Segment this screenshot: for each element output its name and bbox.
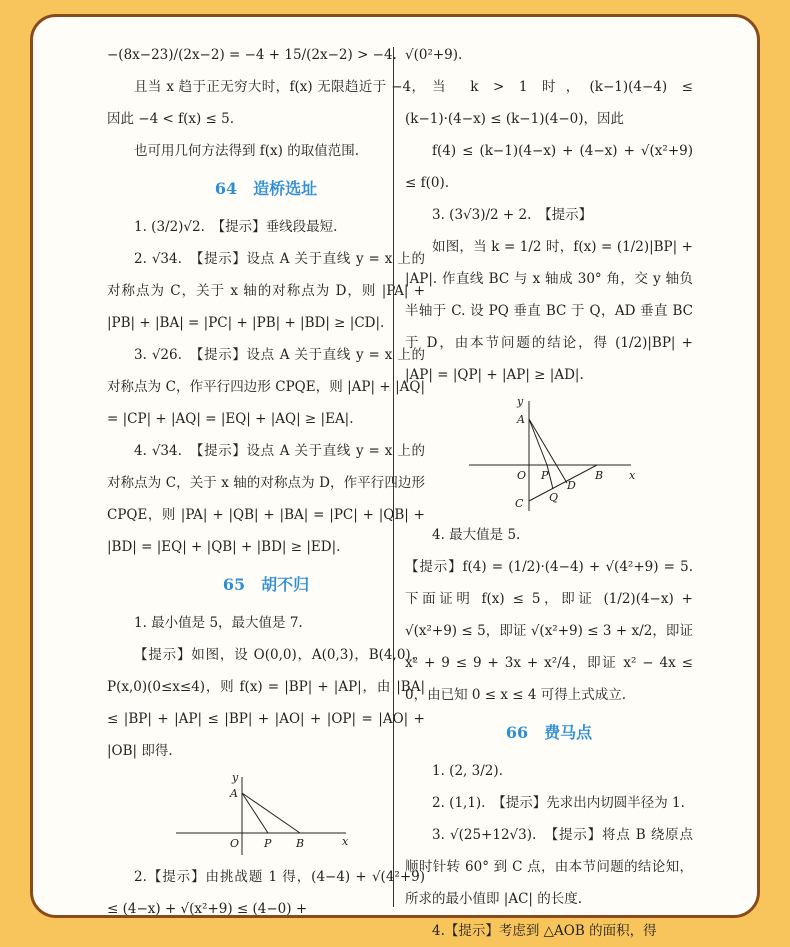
- figure-65: [166, 771, 366, 857]
- label-a: A: [230, 787, 238, 800]
- label-o: O: [230, 837, 240, 850]
- segment-ap: [529, 419, 547, 465]
- label-b: B: [296, 837, 305, 850]
- page-card: [30, 14, 760, 939]
- label-x: x: [629, 469, 636, 482]
- top-para-1: 且当 x 趋于正无穷大时，f(x) 无限趋近于 −4，因此 −4 < f(x) ≤ 5.: [107, 79, 425, 127]
- figure-item-3: [449, 395, 649, 515]
- top-para-2: 也可用几何方法得到 f(x) 的取值范围.: [134, 143, 360, 159]
- s64-item-1: 1. (3/2)√2. 【提示】垂线段最短.: [134, 219, 338, 235]
- label-q: Q: [549, 491, 559, 504]
- s65-item-1: 1. 最小值是 5，最大值是 7.: [134, 615, 303, 631]
- label-d: D: [567, 479, 576, 492]
- label-y: y: [232, 771, 239, 784]
- cont-3: f(4) ≤ (k−1)(4−x) + (4−x) + √(x²+9) ≤ f(0).: [405, 143, 693, 191]
- section-65-title: 65 胡不归: [222, 575, 310, 594]
- s65-item-2: 2.【提示】由挑战题 1 得，(4−4) + √(4²+9) ≤ (4−x) + √(x²+9) ≤ (4−0) +: [107, 869, 425, 917]
- s64-item-3: 3. √26. 【提示】设点 A 关于直线 y = x 上的对称点为 C，作平行四边形 CPQE，则 |AP| + |AQ| = |CP| + |AQ| = |EQ| + |AQ| ≥ |EA|.: [107, 347, 425, 427]
- item-3-text: 如图，当 k = 1/2 时，f(x) = (1/2)|BP| + |AP|. 作直线 BC 与 x 轴成 30° 角，交 y 轴负半轴于 C. 设 PQ 垂直 BC 于 Q，AD 垂直 BC 于 D，由本节问题的结论，得 (1/2)|BP| + |AP| = |QP| + |AP| ≥ |AD|.: [405, 239, 693, 383]
- line-bc: [529, 465, 597, 501]
- label-b: B: [595, 469, 604, 482]
- s66-item-3: 3. √(25+12√3). 【提示】将点 B 绕原点顺时针转 60° 到 C 点，由本节问题的结论知，所求的最小值即 |AC| 的长度.: [405, 827, 693, 907]
- item-4: 4. 最大值是 5.: [432, 527, 521, 543]
- cont-1: √(0²+9).: [405, 47, 463, 63]
- s66-item-4: 4.【提示】考虑到 △AOB 的面积，得: [432, 923, 657, 939]
- item-4-hint: 【提示】f(4) = (1/2)·(4−4) + √(4²+9) = 5. 下面证明 f(x) ≤ 5，即证 (1/2)(4−x) + √(x²+9) ≤ 5，即证 √(x²+9) ≤ 3 + x/2，即证 x² + 9 ≤ 9 + 3x + x²/4，即证 x² − 4x ≤ 0，由已知 0 ≤ x ≤ 4 可得上式成立.: [405, 559, 693, 703]
- label-a: A: [517, 413, 525, 426]
- label-c: C: [515, 497, 524, 510]
- s64-item-2: 2. √34. 【提示】设点 A 关于直线 y = x 上的对称点为 C，关于 x 轴的对称点为 D，则 |PA| + |PB| + |BA| = |PC| + |PB| + |BD| ≥ |CD|.: [107, 251, 425, 331]
- segment-ab: [242, 793, 300, 833]
- right-column: [405, 39, 693, 947]
- left-column: [107, 39, 425, 925]
- section-66-title: 66 费马点: [505, 723, 593, 742]
- column-divider: [393, 47, 394, 907]
- s65-hint-1: 【提示】如图，设 O(0,0)，A(0,3)，B(4,0)，P(x,0)(0≤x≤4)，则 f(x) = |BP| + |AP|，由 |BA| ≤ |BP| + |AP| ≤ |BP| + |AO| + |OP| = |AO| + |OB| 即得.: [107, 647, 425, 759]
- label-p: P: [264, 837, 272, 850]
- label-y: y: [517, 395, 524, 408]
- cont-2: 当 k > 1 时，(k−1)(4−4) ≤ (k−1)·(4−x) ≤ (k−1)(4−0)，因此: [405, 79, 693, 127]
- segment-ap: [242, 793, 268, 833]
- top-line: −(8x−23)/(2x−2) = −4 + 15/(2x−2) > −4.: [107, 47, 397, 63]
- label-o: O: [517, 469, 527, 482]
- section-64-title: 64 造桥选址: [214, 179, 318, 198]
- item-3: 3. (3√3)/2 + 2. 【提示】: [432, 207, 593, 223]
- s66-item-1: 1. (2, 3/2).: [432, 763, 503, 779]
- s64-item-4: 4. √34. 【提示】设点 A 关于直线 y = x 上的对称点为 C，关于 x 轴的对称点为 D，作平行四边形 CPQE，则 |PA| + |QB| + |BA| = |PC| + |QB| + |BD| = |EQ| + |QB| + |BD| ≥ |ED|.: [107, 443, 425, 555]
- s66-item-2: 2. (1,1). 【提示】先求出内切圆半径为 1.: [432, 795, 685, 811]
- label-x: x: [342, 835, 349, 848]
- label-p: P: [541, 469, 549, 482]
